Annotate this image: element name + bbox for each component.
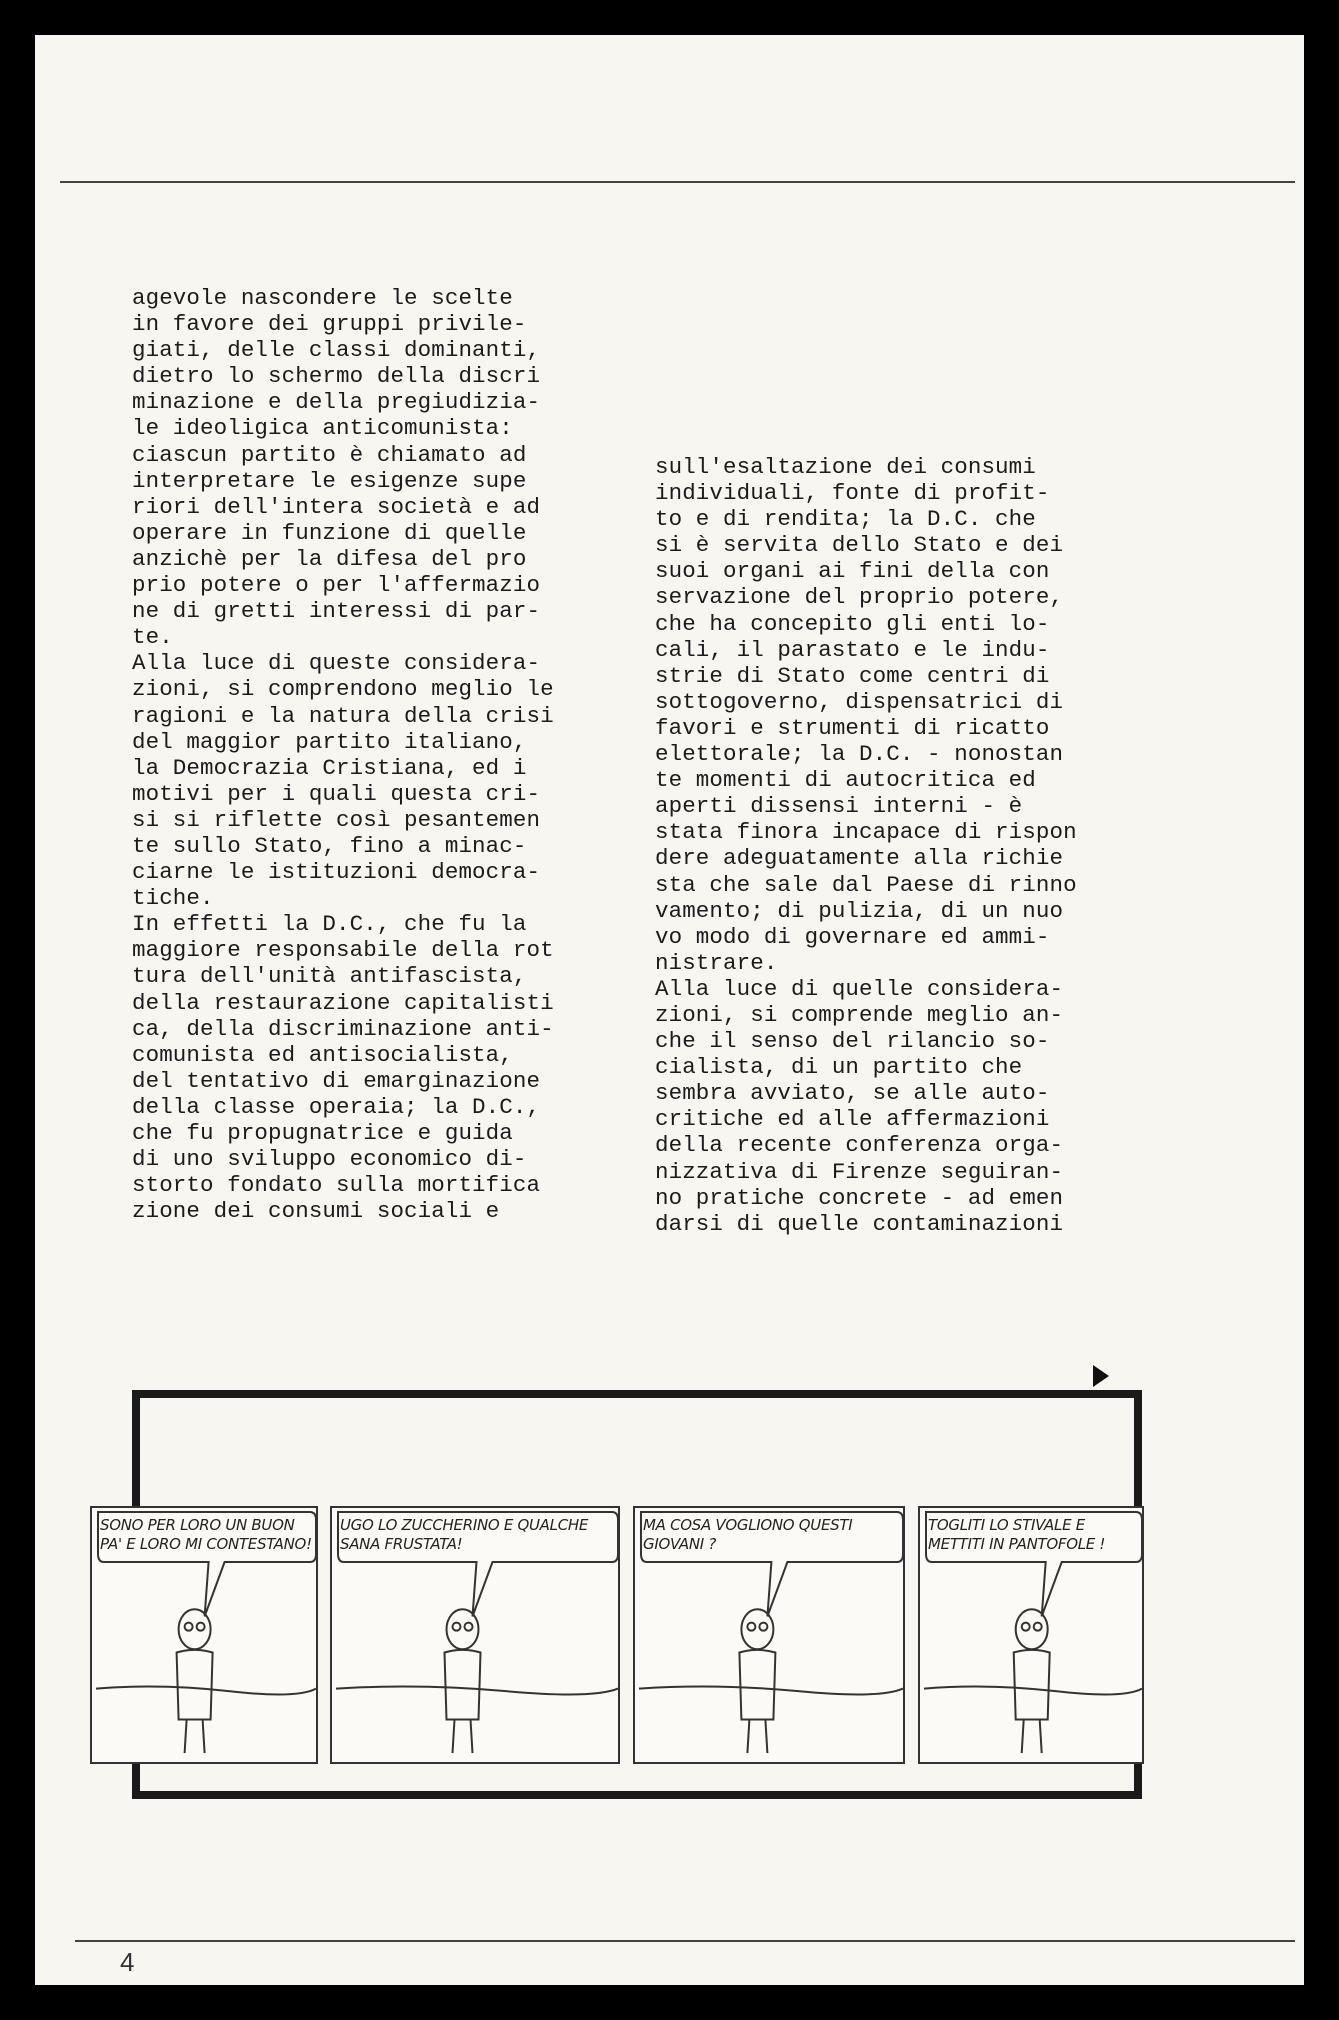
text-line: ragioni e la natura della crisi — [132, 702, 554, 729]
text-line: anzichè per la difesa del pro — [132, 545, 527, 572]
text-line: prio potere o per l'affermazio — [132, 572, 541, 599]
text-line: si è servita dello Stato e dei — [655, 532, 1064, 559]
text-line: giati, delle classi dominanti, — [132, 337, 541, 364]
text-line: operare in funzione di quelle — [132, 519, 527, 546]
text-line: comunista ed antisocialista, — [132, 1041, 513, 1068]
text-line: elettorale; la D.C. - nonostan — [655, 741, 1064, 768]
text-line: to e di rendita; la D.C. che — [655, 506, 1036, 533]
comic-caption-2: UGO LO ZUCCHERINO E QUALCHE SANA FRUSTATA! — [340, 1516, 589, 1553]
page-number: 4 — [120, 1947, 135, 1977]
text-line: del tentativo di emarginazione — [132, 1067, 541, 1094]
text-line: sembra avviato, se alle auto- — [655, 1080, 1050, 1107]
text-line: si si riflette così pesantemen — [132, 806, 541, 833]
text-line: del maggior partito italiano, — [132, 728, 527, 755]
arrow-right-icon — [1093, 1365, 1109, 1387]
text-line: sull'esaltazione dei consumi — [655, 454, 1036, 480]
top-rule — [60, 181, 1295, 183]
text-line: favori e strumenti di ricatto — [655, 714, 1050, 741]
text-line: stata finora incapace di rispon — [655, 819, 1077, 846]
text-line: in favore dei gruppi privile- — [132, 311, 527, 338]
document-page — [35, 35, 1304, 1985]
text-line: storto fondato sulla mortifica — [132, 1172, 541, 1199]
comic-caption-4: TOGLITI LO STIVALE E METTITI IN PANTOFOLE ! — [928, 1516, 1106, 1553]
text-line: interpretare le esigenze supe — [132, 467, 527, 494]
text-line: la Democrazia Cristiana, ed i — [132, 754, 527, 781]
comic-panel-2 — [330, 1506, 620, 1764]
text-line: te sullo Stato, fino a minac- — [132, 832, 527, 859]
text-line: ciascun partito è chiamato ad — [132, 441, 527, 468]
text-line: vamento; di pulizia, di un nuo — [655, 897, 1064, 924]
right-text-column — [655, 454, 1077, 1237]
text-line: dietro lo schermo della discri — [132, 363, 541, 390]
text-line: individuali, fonte di profit- — [655, 480, 1050, 507]
text-line: della restaurazione capitalisti — [132, 989, 554, 1016]
text-line: Alla luce di quelle considera- — [655, 975, 1064, 1002]
text-line: strie di Stato come centri di — [655, 662, 1050, 689]
text-line: della classe operaia; la D.C., — [132, 1093, 541, 1120]
text-line: darsi di quelle contaminazioni — [655, 1210, 1064, 1237]
text-line: In effetti la D.C., che fu la — [132, 911, 527, 938]
text-line: ca, della discriminazione anti- — [132, 1015, 554, 1042]
text-line: le ideoligica anticomunista: — [132, 415, 513, 442]
text-line: tura dell'unità antifascista, — [132, 963, 527, 990]
text-line: sottogoverno, dispensatrici di — [655, 688, 1064, 715]
text-line: vo modo di governare ed ammi- — [655, 923, 1050, 950]
text-line: te momenti di autocritica ed — [655, 767, 1036, 794]
text-line: Alla luce di queste considera- — [132, 650, 541, 677]
bottom-rule — [75, 1940, 1295, 1942]
text-line: cali, il parastato e le indu- — [655, 636, 1050, 663]
comic-panel-1 — [90, 1506, 318, 1764]
comic-panel-4 — [918, 1506, 1144, 1764]
text-line: dere adeguatamente alla richie — [655, 845, 1064, 872]
text-line: suoi organi ai fini della con — [655, 558, 1050, 585]
text-line: riori dell'intera società e ad — [132, 493, 541, 520]
text-line: zioni, si comprendono meglio le — [132, 676, 554, 703]
text-line: servazione del proprio potere, — [655, 584, 1064, 611]
text-line: no pratiche concrete - ad emen — [655, 1184, 1064, 1211]
comic-strip — [100, 1390, 1142, 1799]
text-line: della recente conferenza orga- — [655, 1132, 1064, 1159]
text-line: aperti dissensi interni - è — [655, 793, 1023, 820]
text-line: agevole nascondere le scelte — [132, 285, 513, 311]
text-line: ne di gretti interessi di par- — [132, 598, 541, 625]
left-text-column — [132, 285, 554, 1224]
text-line: tiche. — [132, 885, 214, 912]
text-line: ciarne le istituzioni democra- — [132, 859, 541, 886]
text-line: che il senso del rilancio so- — [655, 1028, 1050, 1055]
text-line: di uno sviluppo economico di- — [132, 1146, 527, 1173]
text-line: motivi per i quali questa cri- — [132, 780, 541, 807]
text-line: sta che sale dal Paese di rinno — [655, 871, 1077, 898]
comic-caption-3: MA COSA VOGLIONO QUESTI GIOVANI ? — [643, 1516, 853, 1553]
text-line: te. — [132, 624, 173, 651]
text-line: che fu propugnatrice e guida — [132, 1120, 513, 1146]
text-line: zioni, si comprende meglio an- — [655, 1001, 1064, 1028]
text-line: nizzativa di Firenze seguiran- — [655, 1158, 1064, 1185]
text-line: maggiore responsabile della rot — [132, 937, 554, 964]
text-line: zione dei consumi sociali e — [132, 1198, 500, 1225]
text-line: minazione e della pregiudizia- — [132, 389, 541, 416]
text-line: che ha concepito gli enti lo- — [655, 610, 1050, 637]
text-line: nistrare. — [655, 949, 778, 976]
comic-panel-3 — [633, 1506, 905, 1764]
text-line: cialista, di un partito che — [655, 1054, 1023, 1081]
text-line: critiche ed alle affermazioni — [655, 1106, 1050, 1133]
comic-caption-1: SONO PER LORO UN BUON PA' E LORO MI CONTESTANO! — [100, 1516, 312, 1553]
